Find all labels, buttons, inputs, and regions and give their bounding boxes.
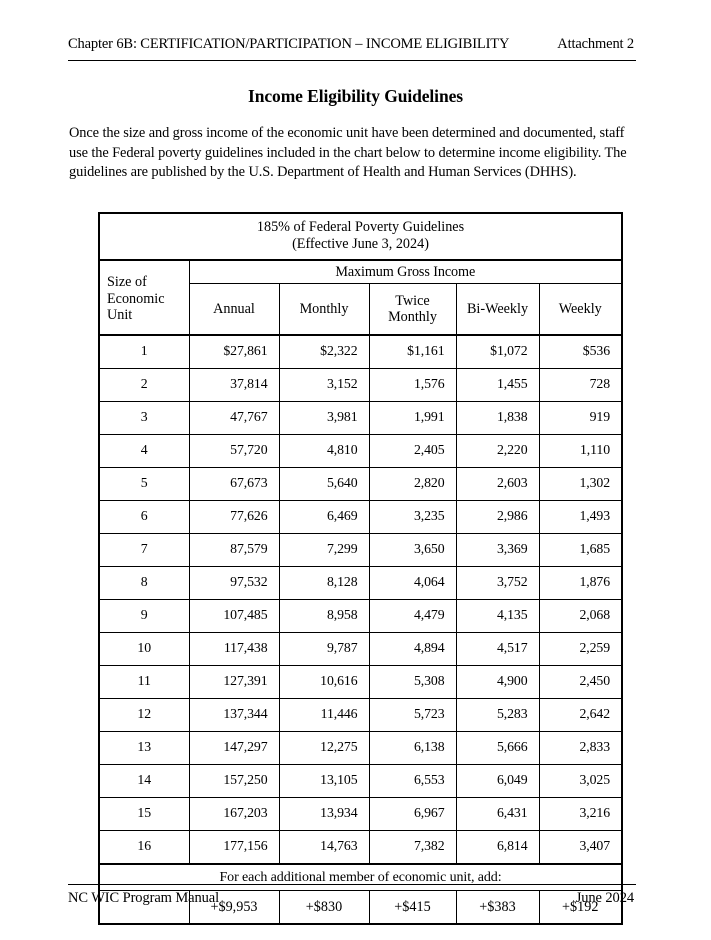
cell-additional-weekly: +$192: [539, 891, 622, 925]
table-row: [99, 567, 622, 600]
cell-size: 11: [99, 666, 189, 699]
footer-date: June 2024: [575, 890, 634, 906]
cell-bi-weekly: 5,283: [456, 699, 539, 732]
caption-line-1: 185% of Federal Poverty Guidelines: [256, 219, 465, 235]
table-row: [99, 468, 622, 501]
table-group-header-row: [99, 260, 622, 284]
cell-weekly: 2,450: [539, 666, 622, 699]
table-row: [99, 831, 622, 865]
cell-size: 16: [99, 831, 189, 865]
table-row: [99, 798, 622, 831]
cell-bi-weekly: 5,666: [456, 732, 539, 765]
footer-divider: [68, 884, 636, 885]
cell-twice-monthly: 6,967: [369, 798, 456, 831]
cell-monthly: 3,981: [279, 402, 369, 435]
cell-weekly: 728: [539, 369, 622, 402]
cell-size: 13: [99, 732, 189, 765]
table-caption-row: [99, 213, 622, 260]
cell-weekly: 1,685: [539, 534, 622, 567]
cell-bi-weekly: 6,431: [456, 798, 539, 831]
table-row: [99, 765, 622, 798]
cell-size: 14: [99, 765, 189, 798]
cell-twice-monthly: 2,405: [369, 435, 456, 468]
table-row: [99, 369, 622, 402]
cell-monthly: 13,105: [279, 765, 369, 798]
cell-monthly: $2,322: [279, 335, 369, 369]
cell-monthly: 9,787: [279, 633, 369, 666]
cell-annual: 77,626: [189, 501, 279, 534]
cell-monthly: 10,616: [279, 666, 369, 699]
cell-additional-bi-weekly: +$383: [456, 891, 539, 925]
cell-annual: 57,720: [189, 435, 279, 468]
header-divider: [68, 60, 636, 61]
column-header-bi-weekly: Bi-Weekly: [456, 284, 539, 336]
cell-weekly: 2,833: [539, 732, 622, 765]
cell-weekly: 3,025: [539, 765, 622, 798]
cell-weekly: 3,407: [539, 831, 622, 865]
cell-annual: $27,861: [189, 335, 279, 369]
header-attachment-text: Attachment 2: [557, 36, 634, 52]
cell-monthly: 3,152: [279, 369, 369, 402]
table-row: [99, 666, 622, 699]
cell-annual: 47,767: [189, 402, 279, 435]
income-eligibility-table: [98, 212, 623, 925]
cell-twice-monthly: 3,650: [369, 534, 456, 567]
cell-bi-weekly: 2,986: [456, 501, 539, 534]
cell-bi-weekly: 3,752: [456, 567, 539, 600]
cell-annual: 37,814: [189, 369, 279, 402]
caption-line-2: (Effective June 3, 2024): [292, 236, 429, 252]
cell-monthly: 11,446: [279, 699, 369, 732]
cell-monthly: 8,958: [279, 600, 369, 633]
cell-size: 12: [99, 699, 189, 732]
cell-size: 4: [99, 435, 189, 468]
cell-monthly: 4,810: [279, 435, 369, 468]
cell-additional-monthly: +$830: [279, 891, 369, 925]
cell-size: 7: [99, 534, 189, 567]
cell-bi-weekly: 1,455: [456, 369, 539, 402]
cell-additional-twice-monthly: +$415: [369, 891, 456, 925]
table-row: [99, 435, 622, 468]
cell-bi-weekly: 4,135: [456, 600, 539, 633]
cell-bi-weekly: 1,838: [456, 402, 539, 435]
cell-twice-monthly: 3,235: [369, 501, 456, 534]
cell-monthly: 13,934: [279, 798, 369, 831]
cell-twice-monthly: 5,723: [369, 699, 456, 732]
cell-size: 9: [99, 600, 189, 633]
footer-manual-name: NC WIC Program Manual: [68, 890, 220, 906]
header-chapter-text: Chapter 6B: CERTIFICATION/PARTICIPATION – INCOME ELIGIBILITY: [68, 36, 510, 52]
cell-twice-monthly: 1,576: [369, 369, 456, 402]
table-row: [99, 534, 622, 567]
cell-size: 6: [99, 501, 189, 534]
cell-bi-weekly: 4,517: [456, 633, 539, 666]
cell-annual: 157,250: [189, 765, 279, 798]
cell-monthly: 6,469: [279, 501, 369, 534]
cell-twice-monthly: 4,064: [369, 567, 456, 600]
table-row: [99, 402, 622, 435]
cell-weekly: 1,493: [539, 501, 622, 534]
income-eligibility-table-wrapper: [98, 212, 621, 925]
table-row: [99, 501, 622, 534]
cell-annual: 97,532: [189, 567, 279, 600]
cell-size: 15: [99, 798, 189, 831]
page-title: Income Eligibility Guidelines: [248, 86, 463, 106]
cell-annual: 117,438: [189, 633, 279, 666]
cell-monthly: 12,275: [279, 732, 369, 765]
cell-annual: 167,203: [189, 798, 279, 831]
cell-weekly: 2,259: [539, 633, 622, 666]
size-of-economic-unit-header: Size of Economic Unit: [99, 260, 189, 335]
cell-annual: 67,673: [189, 468, 279, 501]
column-header-twice-monthly: Twice Monthly: [369, 284, 456, 336]
cell-bi-weekly: $1,072: [456, 335, 539, 369]
cell-annual: 137,344: [189, 699, 279, 732]
running-footer: [68, 890, 636, 907]
cell-weekly: 1,110: [539, 435, 622, 468]
cell-twice-monthly: 5,308: [369, 666, 456, 699]
cell-weekly: 2,642: [539, 699, 622, 732]
cell-bi-weekly: 4,900: [456, 666, 539, 699]
cell-weekly: 1,302: [539, 468, 622, 501]
cell-bi-weekly: 6,814: [456, 831, 539, 865]
intro-paragraph: Once the size and gross income of the economic unit have been determined and documented, staff use the Federal poverty guidelines included in the chart below to determine income eligibility. The guidelines are published by the U.S. Department of Health and Human Services (DHHS).: [69, 125, 627, 181]
cell-weekly: 1,876: [539, 567, 622, 600]
running-header: [68, 36, 636, 53]
table-row: [99, 699, 622, 732]
cell-size: 3: [99, 402, 189, 435]
cell-size: 5: [99, 468, 189, 501]
additional-member-label: For each additional member of economic unit, add:: [99, 864, 622, 891]
cell-twice-monthly: 4,479: [369, 600, 456, 633]
cell-bi-weekly: 2,220: [456, 435, 539, 468]
cell-annual: 107,485: [189, 600, 279, 633]
maximum-gross-income-header: Maximum Gross Income: [189, 260, 622, 284]
cell-annual: 177,156: [189, 831, 279, 865]
cell-annual: 147,297: [189, 732, 279, 765]
cell-monthly: 14,763: [279, 831, 369, 865]
additional-member-label-row: [99, 864, 622, 891]
cell-monthly: 8,128: [279, 567, 369, 600]
column-header-monthly: Monthly: [279, 284, 369, 336]
cell-annual: 127,391: [189, 666, 279, 699]
cell-size: 8: [99, 567, 189, 600]
cell-twice-monthly: $1,161: [369, 335, 456, 369]
cell-annual: 87,579: [189, 534, 279, 567]
cell-weekly: 3,216: [539, 798, 622, 831]
cell-twice-monthly: 6,553: [369, 765, 456, 798]
table-row: [99, 335, 622, 369]
cell-twice-monthly: 4,894: [369, 633, 456, 666]
cell-twice-monthly: 1,991: [369, 402, 456, 435]
cell-bi-weekly: 2,603: [456, 468, 539, 501]
cell-monthly: 5,640: [279, 468, 369, 501]
cell-size: 2: [99, 369, 189, 402]
cell-size: 10: [99, 633, 189, 666]
cell-twice-monthly: 6,138: [369, 732, 456, 765]
column-header-weekly: Weekly: [539, 284, 622, 336]
cell-weekly: 2,068: [539, 600, 622, 633]
table-row: [99, 633, 622, 666]
table-caption-cell: [99, 213, 622, 260]
column-header-annual: Annual: [189, 284, 279, 336]
cell-bi-weekly: 6,049: [456, 765, 539, 798]
cell-twice-monthly: 2,820: [369, 468, 456, 501]
table-row: [99, 732, 622, 765]
cell-bi-weekly: 3,369: [456, 534, 539, 567]
cell-weekly: 919: [539, 402, 622, 435]
cell-size: 1: [99, 335, 189, 369]
cell-monthly: 7,299: [279, 534, 369, 567]
table-row: [99, 600, 622, 633]
cell-twice-monthly: 7,382: [369, 831, 456, 865]
cell-weekly: $536: [539, 335, 622, 369]
cell-additional-annual: +$9,953: [189, 891, 279, 925]
